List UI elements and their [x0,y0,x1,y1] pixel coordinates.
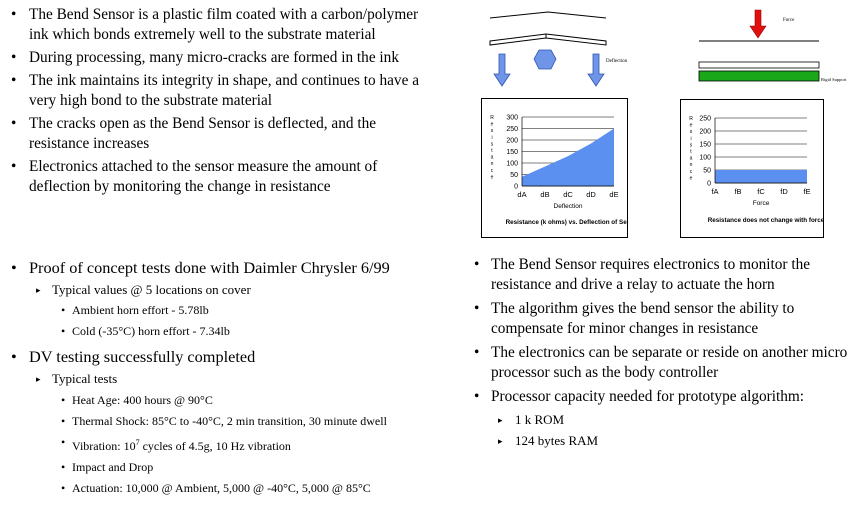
y-axis-label-char: a [689,155,693,162]
list-item [0,114,420,154]
list-item-text: Proof of concept tests done with Daimler Chrysler 6/99 [29,258,390,277]
bullet-icon: • [474,388,480,405]
dv-sub-item [0,370,440,388]
x-tick-label: fC [757,187,765,196]
y-axis-label-char: R [689,116,693,122]
vibration-suffix: cycles of 4.5g, 10 Hz vibration [139,439,291,453]
flat-plate-line [490,12,606,18]
y-axis-label-char: n [689,162,693,169]
bullet-icon: • [61,324,66,338]
y-tick-label: 250 [506,126,518,133]
left-arrow-icon [494,54,510,86]
bullet-icon: • [61,435,66,449]
y-tick-label: 100 [699,154,711,162]
list-item-text: Impact and Drop [72,460,154,474]
vibration-text [72,439,291,453]
bullet-icon: • [11,258,17,277]
y-axis-label-char: s [689,142,693,149]
dv-test-item [0,480,440,497]
y-axis-label-char: s [490,141,494,148]
force-chart [680,99,824,238]
vibration-exponent: 7 [135,438,140,447]
deflection-label: Deflection [606,59,628,64]
triangle-bullet-icon: ▸ [498,415,503,425]
bullet-icon: • [11,49,17,66]
area-series [522,129,614,187]
proof-value-item [0,302,440,319]
triangle-bullet-icon: ▸ [498,436,503,446]
bullet-icon: • [61,393,66,407]
dv-test-item [0,413,440,430]
dv-test-item [0,434,440,455]
right-arrow-icon [588,54,604,86]
list-item-text: The algorithm gives the bend sensor the ability to compensate for minor changes in resistance [491,300,795,337]
list-item-text: The Bend Sensor requires electronics to monitor the resistance and drive a relay to actuate the horn [491,256,811,293]
list-item-text: 124 bytes RAM [515,433,599,448]
intro-bullet-list [0,5,420,200]
y-axis-label-char: n [490,161,494,168]
bullet-icon: • [61,414,66,428]
y-tick-label: 200 [699,128,711,136]
y-tick-label: 0 [707,180,711,188]
y-axis-label-char: e [490,121,494,128]
proof-sub-item [0,281,440,299]
triangle-bullet-icon: ▸ [36,374,41,384]
x-axis-label: Deflection [553,203,583,210]
bullet-icon: • [474,344,480,361]
x-tick-label: fD [780,187,788,196]
list-item-text: Typical tests [52,371,118,386]
force-label: Force [783,18,795,23]
list-item [0,71,420,111]
processor-item [463,411,863,429]
list-item-text: Heat Age: 400 hours @ 90°C [72,393,213,407]
list-item-text: Actuation: 10,000 @ Ambient, 5,000 @ -40°C, 5,000 @ 85°C [72,481,371,495]
bullet-icon: • [11,72,17,89]
x-axis-label: Force [752,200,770,207]
rigid-support-block [699,71,819,81]
testing-list [0,257,440,497]
x-tick-label: fB [734,187,742,196]
list-item [463,299,863,339]
force-arrow-icon [750,10,766,38]
y-tick-label: 250 [699,115,711,123]
force-diagram [697,6,865,86]
y-axis-label [689,116,693,181]
list-item-text: Thermal Shock: 85°C to -40°C, 2 min transition, 30 minute dwell [72,414,387,428]
bullet-icon: • [61,481,66,495]
list-item-text: The cracks open as the Bend Sensor is deflected, and the resistance increases [29,115,377,152]
list-item-text: During processing, many micro-cracks are formed in the ink [29,49,399,66]
list-item-text: The Bend Sensor is a plastic film coated with a carbon/polymer ink which bonds extremely well to the substrate material [29,6,419,43]
bullet-icon: • [11,158,17,175]
y-tick-label: 100 [506,160,518,168]
y-axis-label-char: e [689,175,693,182]
vibration-prefix: Vibration: 10 [72,439,136,453]
y-axis-label-char: e [689,122,693,129]
x-tick-label: dC [563,190,573,199]
triangle-bullet-icon: ▸ [36,285,41,295]
sensor-film [699,62,819,68]
processor-item [463,432,863,450]
list-item [0,5,420,45]
hexagon-support-icon [534,50,556,69]
electronics-bullet-list [463,255,863,450]
list-item-text: The ink maintains its integrity in shape, and continues to have a very high bond to the substrate material [29,72,419,109]
chart-caption: Resistance does not change with force [707,217,823,224]
proof-value-item [0,323,440,340]
y-axis-label [490,115,494,180]
y-axis-label-char: e [490,174,494,181]
list-item-text: Ambient horn effort - 5.78lb [72,303,209,317]
bullet-icon: • [61,303,66,317]
y-axis-label-char: c [490,167,494,174]
chart-caption: Resistance (k ohms) vs. Deflection of Sensor [505,219,627,226]
list-item [0,157,420,197]
dv-test-item [0,392,440,409]
dv-testing-item [0,346,440,367]
deflection-chart [481,98,628,238]
y-tick-label: 0 [514,183,518,191]
bullet-icon: • [11,115,17,132]
bullet-icon: • [11,6,17,23]
y-tick-label: 150 [506,149,518,156]
list-item [463,343,863,383]
list-item-text: 1 k ROM [515,412,565,427]
proof-of-concept-item [0,257,440,278]
y-axis-label-char: i [690,135,692,142]
x-tick-label: dB [540,190,550,199]
x-tick-label: fE [803,187,811,196]
y-axis-label-char: c [689,168,693,175]
y-axis-label-char: R [490,115,494,121]
bullet-icon: • [474,300,480,317]
list-item-text: Typical values @ 5 locations on cover [52,282,251,297]
list-item-text: The electronics can be separate or reside on another micro processor such as the body controller [491,344,848,381]
bullet-icon: • [61,460,66,474]
list-item-text: DV testing successfully completed [29,347,256,366]
area-series [715,170,807,183]
list-item-text: Processor capacity needed for prototype algorithm: [491,388,805,405]
rigid-support-label: Rigid Support [821,77,847,82]
x-tick-label: fA [711,187,719,196]
y-axis-label-char: t [491,148,493,154]
x-tick-label: dD [586,190,596,199]
x-tick-label: dA [517,190,527,199]
y-tick-label: 50 [703,167,711,175]
x-tick-label: dE [609,190,619,199]
y-tick-label: 150 [699,141,711,149]
deflection-diagram [488,6,648,94]
y-axis-label-char: a [490,154,494,161]
list-item [463,255,863,295]
bullet-icon: • [474,256,480,273]
y-axis-label-char: s [490,128,494,135]
force-chart-svg [681,100,823,237]
bullet-icon: • [11,347,17,366]
y-tick-label: 200 [506,137,518,145]
y-axis-label-char: i [491,134,493,141]
list-item-text: Cold (-35°C) horn effort - 7.34lb [72,324,230,338]
deflection-chart-svg [482,99,627,237]
list-item [463,387,863,407]
list-item-text: Electronics attached to the sensor measure the amount of deflection by monitoring the change in resistance [29,158,378,195]
list-item [0,48,420,68]
y-axis-label-char: t [690,149,692,155]
y-tick-label: 50 [510,172,518,179]
bent-sensor-film [490,34,606,45]
dv-test-item [0,459,440,476]
y-tick-label: 300 [506,114,518,122]
y-axis-label-char: s [689,129,693,136]
